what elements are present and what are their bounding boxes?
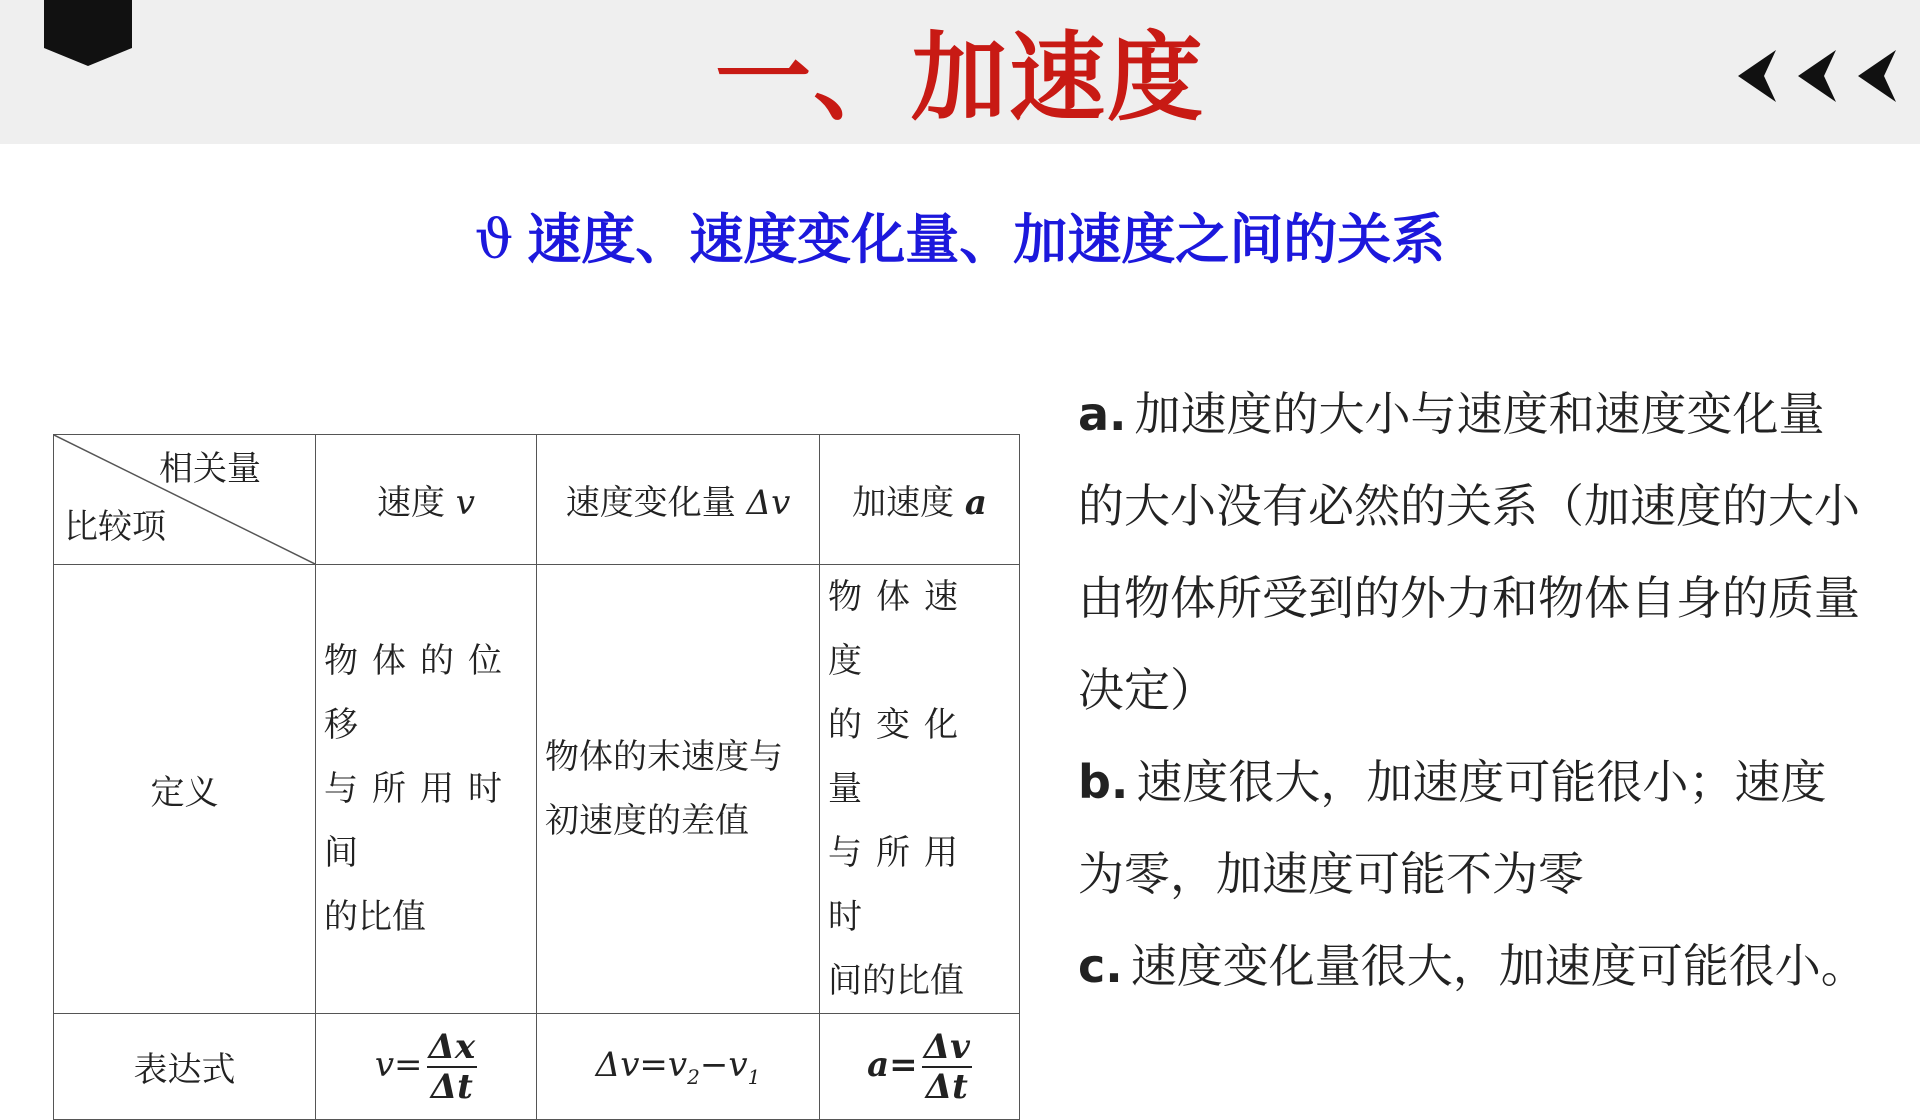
- corner-top-label: 相关量: [159, 449, 261, 489]
- note-a: a. 加速度的大小与速度和速度变化量的大小没有必然的关系（加速度的大小由物体所受到的外力和物体自身的质量决定）: [1078, 387, 1860, 717]
- formula-acceleration: a= $\frac{\Delta v}{\Delta t}$: [820, 1014, 1020, 1120]
- col-header-velocity: 速度 v: [316, 435, 537, 565]
- definition-acceleration: 物体速度 的变化量 与所用时 间的比值: [820, 565, 1020, 1014]
- note-c: c. 速度变化量很大，加速度可能很小。: [1078, 939, 1867, 993]
- note-b: b. 速度很大，加速度可能很小；速度为零，加速度可能不为零: [1078, 755, 1827, 901]
- table-header-row: [54, 435, 1020, 565]
- header-bar: [0, 0, 1920, 144]
- col-header-delta-v: 速度变化量 Δv: [537, 435, 820, 565]
- formula-velocity: v= $\frac{\Delta x}{\Delta t}$: [316, 1014, 537, 1120]
- section-title: 速度、速度变化量、加速度之间的关系: [527, 208, 1446, 271]
- definition-velocity: 物体的位移 与所用时间 的比值: [316, 565, 537, 1014]
- table-row-definition: [54, 565, 1020, 1014]
- formula-delta-v: $\Delta v=v_2-v_1$: [537, 1014, 820, 1120]
- col-header-acceleration: 加速度 a: [820, 435, 1020, 565]
- notes-list: [1078, 368, 1868, 1012]
- table-row-expression: [54, 1014, 1020, 1120]
- row-label-definition: 定义: [54, 565, 316, 1014]
- definition-delta-v: 物体的末速度与 初速度的差值: [537, 565, 820, 1014]
- bullet-icon: ϑ: [474, 208, 514, 271]
- corner-bottom-label: 比较项: [64, 507, 166, 547]
- page-title: 一、加速度: [715, 22, 1205, 134]
- comparison-table: [53, 434, 1020, 1120]
- corner-header-cell: [54, 435, 316, 565]
- chevrons-left-icon[interactable]: [1738, 50, 1914, 102]
- section-heading: [0, 204, 1920, 276]
- row-label-expression: 表达式: [54, 1014, 316, 1120]
